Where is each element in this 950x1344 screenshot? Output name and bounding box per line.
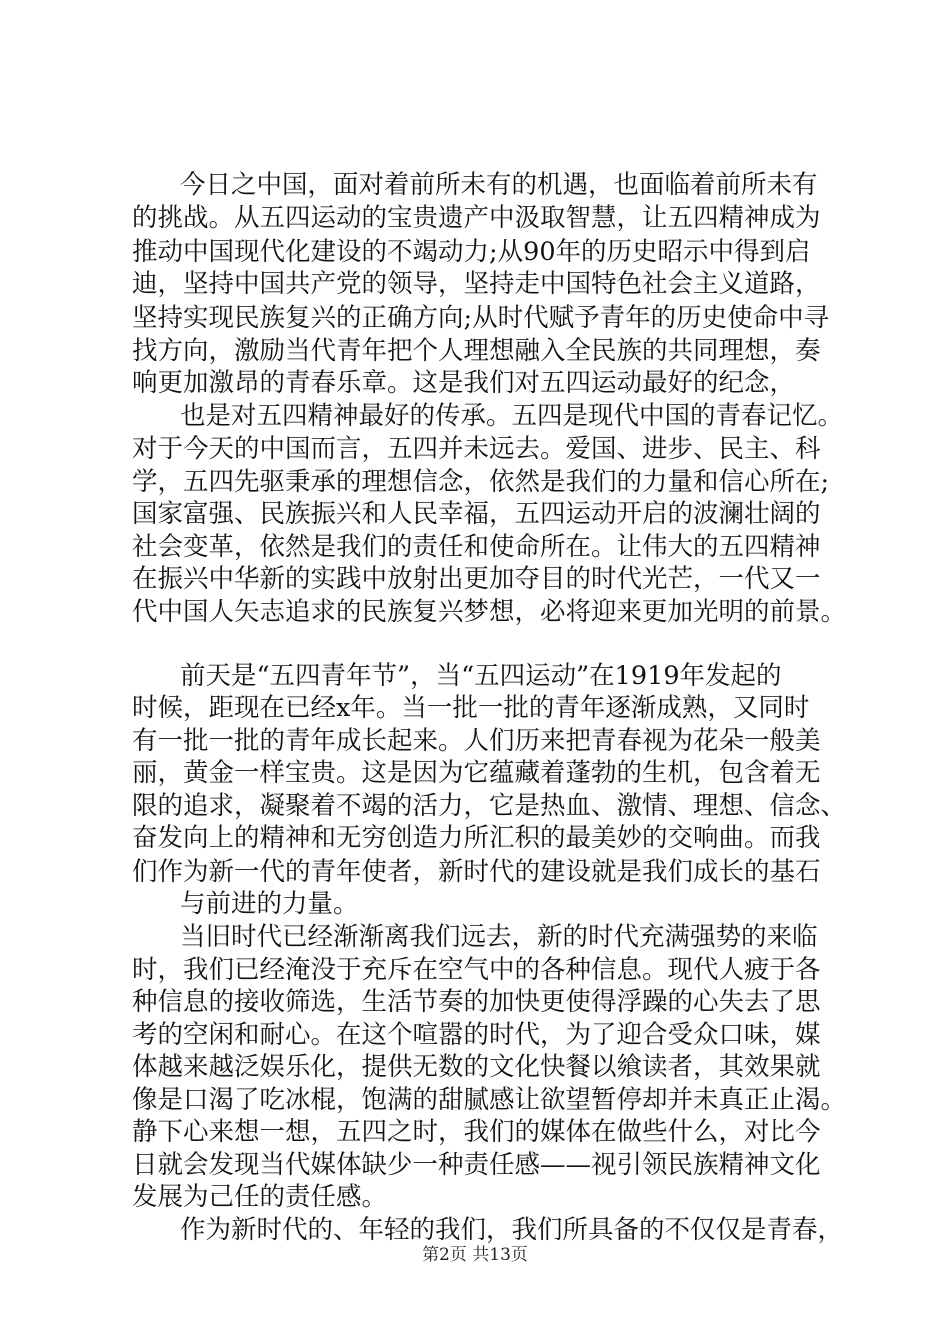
paragraph-line: 丽，黄金一样宝贵。这是因为它蕴藏着蓬勃的生机，包含着无 [132,758,821,788]
paragraph-line: 日就会发现当代媒体缺少一种责任感——视引领民族精神文化 [132,1150,821,1180]
paragraph-line: 前天是“五四青年节”，当“五四运动”在1919年发起的 [180,661,782,691]
paragraph-line: 像是口渴了吃冰棍，饱满的甜腻感让欲望暂停却并未真正止渴。 [132,1085,847,1115]
paragraph-line: 的挑战。从五四运动的宝贵遗产中汲取智慧，让五四精神成为 [132,203,821,233]
paragraph-line: 学，五四先驱秉承的理想信念，依然是我们的力量和信心所在; [132,467,830,497]
paragraph-line: 限的追求，凝聚着不竭的活力，它是热血、激情、理想、信念、 [132,791,847,821]
paragraph-line: 代中国人矢志追求的民族复兴梦想，必将迎来更加光明的前景。 [132,597,847,627]
paragraph-line: 迪，坚持中国共产党的领导，坚持走中国特色社会主义道路， [132,269,821,299]
paragraph-line: 与前进的力量。 [180,889,359,919]
paragraph-line: 今日之中国，面对着前所未有的机遇，也面临着前所未有 [180,170,818,200]
paragraph-line: 种信息的接收筛选，生活节奏的加快更使得浮躁的心失去了思 [132,987,821,1017]
paragraph-line: 国家富强、民族振兴和人民幸福，五四运动开启的波澜壮阔的 [132,499,821,529]
paragraph-line: 坚持实现民族复兴的正确方向;从时代赋予青年的历史使命中寻 [132,303,830,333]
paragraph-line: 静下心来想一想，五四之时，我们的媒体在做些什么，对比今 [132,1117,821,1147]
paragraph-line: 当旧时代已经渐渐离我们远去，新的时代充满强势的来临 [180,922,818,952]
paragraph-line: 发展为己任的责任感。 [132,1182,388,1212]
paragraph-line: 有一批一批的青年成长起来。人们历来把青春视为花朵一般美 [132,726,821,756]
paragraph-line: 也是对五四精神最好的传承。五四是现代中国的青春记忆。 [180,401,844,431]
paragraph-line: 奋发向上的精神和无穷创造力所汇积的最美妙的交响曲。而我 [132,823,821,853]
paragraph-line: 考的空闲和耐心。在这个喧嚣的时代，为了迎合受众口味，媒 [132,1020,821,1050]
paragraph-line: 体越来越泛娱乐化，提供无数的文化快餐以飨读者，其效果就 [132,1052,821,1082]
paragraph-line: 推动中国现代化建设的不竭动力;从90年的历史昭示中得到启 [132,237,811,267]
page-footer: 第2页 共13页 [422,1245,528,1265]
paragraph-line: 对于今天的中国而言，五四并未远去。爱国、进步、民主、科 [132,434,821,464]
paragraph-line: 时，我们已经淹没于充斥在空气中的各种信息。现代人疲于各 [132,955,821,985]
paragraph-line: 找方向，激励当代青年把个人理想融入全民族的共同理想，奏 [132,336,821,366]
paragraph-line: 响更加激昂的青春乐章。这是我们对五四运动最好的纪念， [132,368,796,398]
paragraph-line: 们作为新一代的青年使者，新时代的建设就是我们成长的基石 [132,857,821,887]
paragraph-line: 在振兴中华新的实践中放射出更加夺目的时代光芒，一代又一 [132,564,821,594]
paragraph-line: 作为新时代的、年轻的我们，我们所具备的不仅仅是青春， [180,1215,844,1245]
paragraph-line: 社会变革，依然是我们的责任和使命所在。让伟大的五四精神 [132,532,821,562]
paragraph-line: 时候，距现在已经x年。当一批一批的青年逐渐成熟，又同时 [132,693,810,723]
